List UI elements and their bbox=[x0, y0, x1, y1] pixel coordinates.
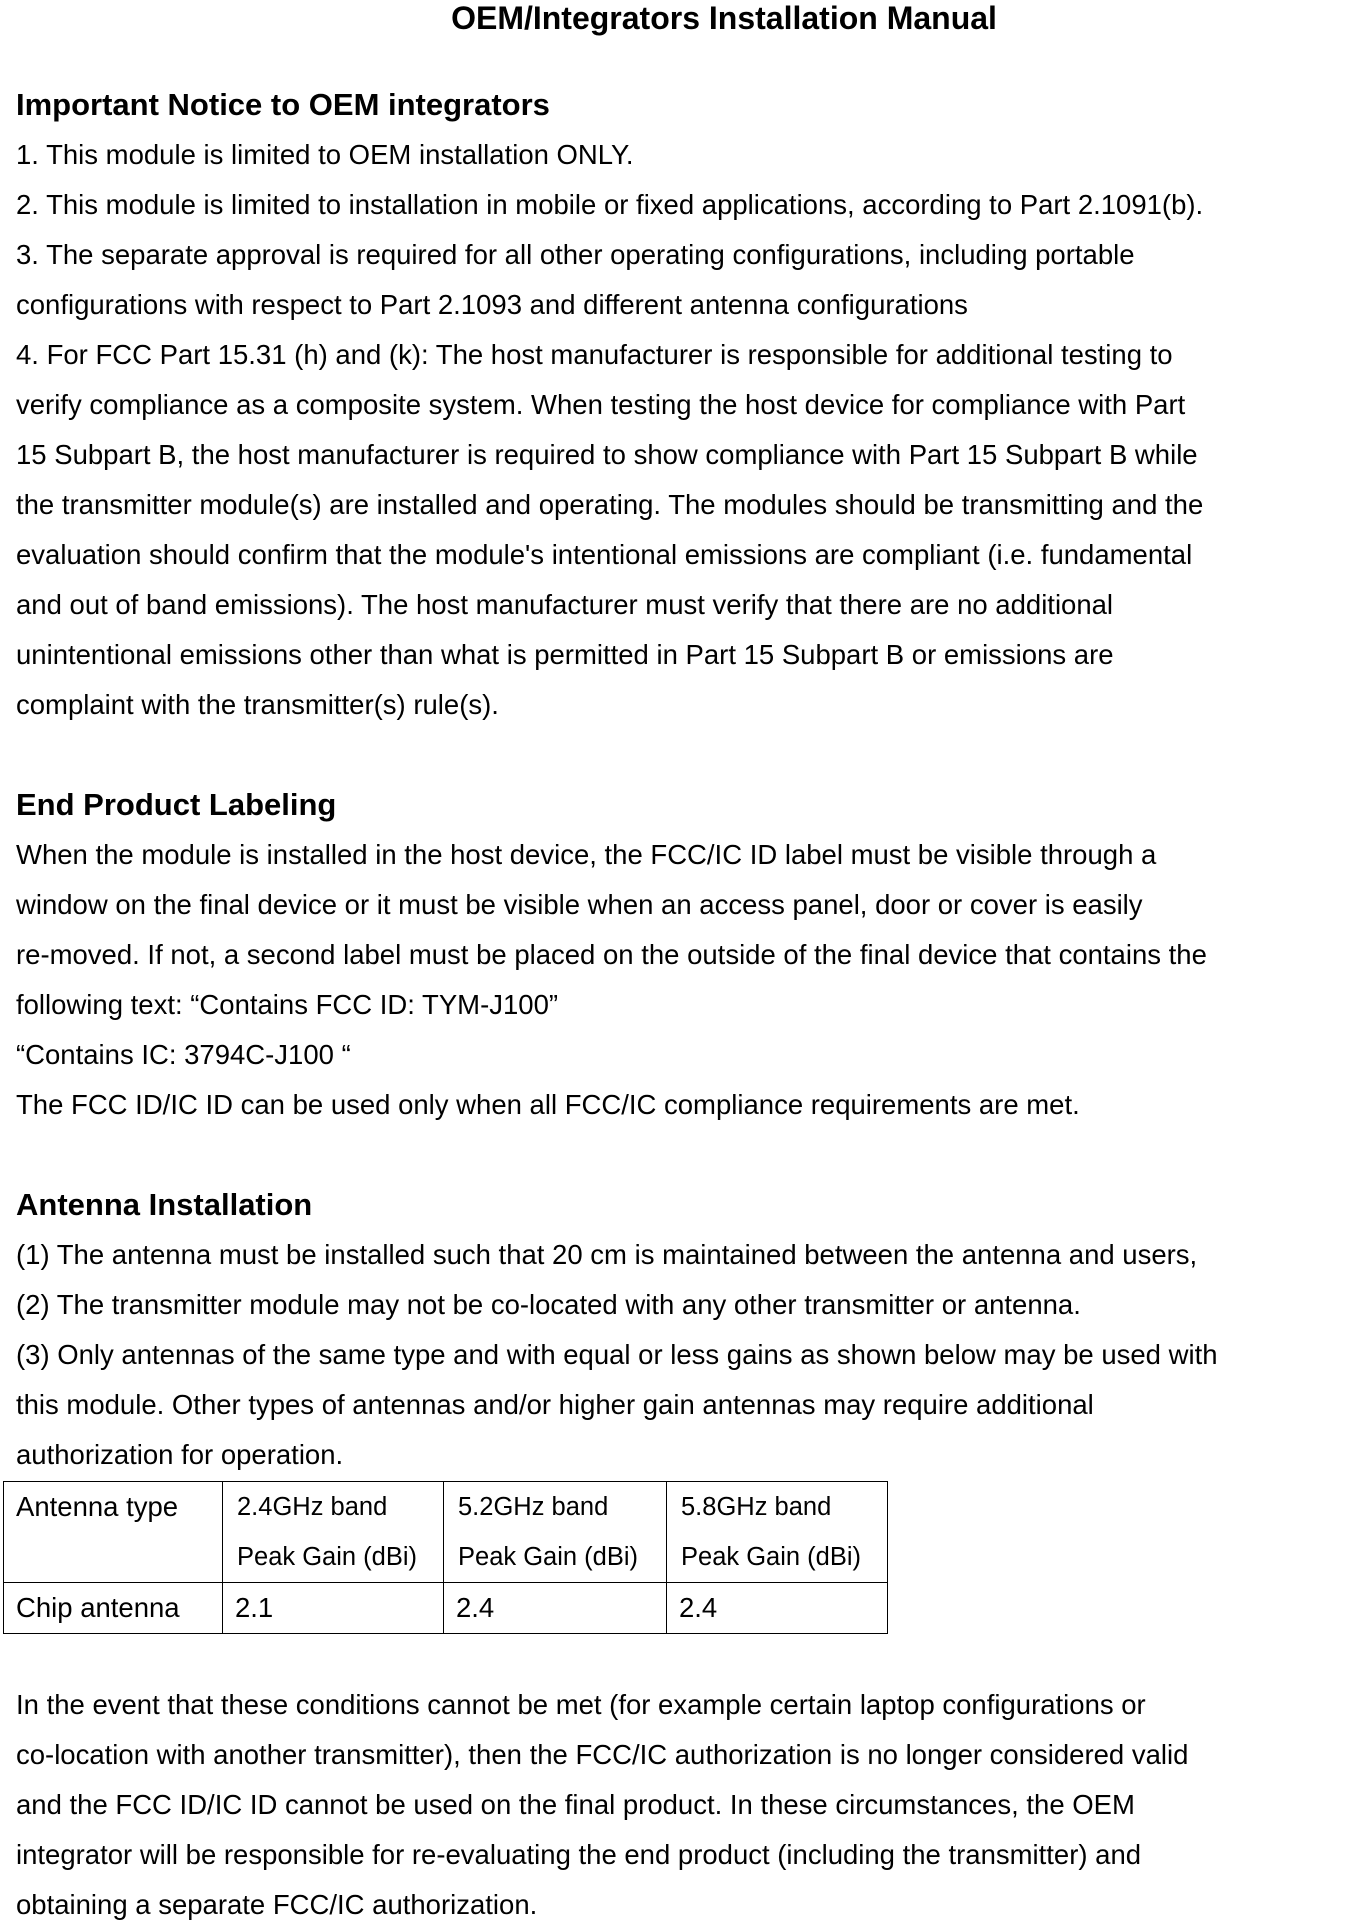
notice-line: configurations with respect to Part 2.1093 and different antenna configurations bbox=[16, 289, 968, 320]
notice-line: unintentional emissions other than what is permitted in Part 15 Subpart B or emissions are bbox=[16, 639, 1114, 670]
table-header-row bbox=[4, 1482, 888, 1583]
notice-line: 4. For FCC Part 15.31 (h) and (k): The host manufacturer is responsible for additional testing to bbox=[16, 339, 1173, 370]
antenna-type-header: Antenna type bbox=[16, 1491, 179, 1522]
notice-section bbox=[16, 80, 1346, 730]
antenna-line: this module. Other types of antennas and/or higher gain antennas may require additional bbox=[16, 1389, 1094, 1420]
notice-line: and out of band emissions). The host manufacturer must verify that there are no additional bbox=[16, 589, 1114, 620]
labeling-line: When the module is installed in the host device, the FCC/IC ID label must be visible through a bbox=[16, 839, 1157, 870]
gain-unit-label: Peak Gain (dBi) bbox=[237, 1543, 417, 1571]
table-header-cell bbox=[667, 1482, 888, 1583]
notice-heading: Important Notice to OEM integrators bbox=[16, 87, 550, 122]
antenna-heading: Antenna Installation bbox=[16, 1187, 313, 1222]
labeling-heading: End Product Labeling bbox=[16, 787, 337, 822]
labeling-line: following text: “Contains FCC ID: TYM-J100” bbox=[16, 989, 559, 1020]
table-row bbox=[4, 1583, 888, 1634]
labeling-line: re-moved. If not, a second label must be placed on the outside of the final device that contains the bbox=[16, 939, 1207, 970]
antenna-section bbox=[16, 1180, 1346, 1480]
notice-line: complaint with the transmitter(s) rule(s). bbox=[16, 689, 499, 720]
band-label: 5.2GHz band bbox=[458, 1493, 609, 1521]
antenna-line: (2) The transmitter module may not be co-located with any other transmitter or antenna. bbox=[16, 1289, 1081, 1320]
notice-line: evaluation should confirm that the module's intentional emissions are compliant (i.e. fundamental bbox=[16, 539, 1193, 570]
labeling-line: “Contains IC: 3794C-J100 “ bbox=[16, 1039, 351, 1070]
notice-line: the transmitter module(s) are installed and operating. The modules should be transmitting and the bbox=[16, 489, 1204, 520]
notice-line: 15 Subpart B, the host manufacturer is required to show compliance with Part 15 Subpart B while bbox=[16, 439, 1198, 470]
labeling-section bbox=[16, 780, 1346, 1130]
labeling-line: The FCC ID/IC ID can be used only when all FCC/IC compliance requirements are met. bbox=[16, 1089, 1080, 1120]
closing-line: and the FCC ID/IC ID cannot be used on the final product. In these circumstances, the OEM bbox=[16, 1789, 1135, 1820]
notice-line: verify compliance as a composite system. When testing the host device for compliance with Part bbox=[16, 389, 1186, 420]
closing-line: In the event that these conditions cannot be met (for example certain laptop configurations or bbox=[16, 1689, 1146, 1720]
antenna-type-cell: Chip antenna bbox=[4, 1583, 223, 1634]
band-label: 5.8GHz band bbox=[681, 1493, 832, 1521]
gain-unit-label: Peak Gain (dBi) bbox=[681, 1543, 861, 1571]
gain-cell: 2.4 bbox=[444, 1583, 667, 1634]
antenna-line: authorization for operation. bbox=[16, 1439, 344, 1470]
antenna-gain-table bbox=[3, 1481, 888, 1634]
band-label: 2.4GHz band bbox=[237, 1493, 388, 1521]
document-title: OEM/Integrators Installation Manual bbox=[451, 0, 997, 36]
gain-cell: 2.4 bbox=[667, 1583, 888, 1634]
closing-line: integrator will be responsible for re-evaluating the end product (including the transmitter) and bbox=[16, 1839, 1142, 1870]
labeling-line: window on the final device or it must be visible when an access panel, door or cover is easily bbox=[16, 889, 1143, 920]
notice-line: 1. This module is limited to OEM installation ONLY. bbox=[16, 139, 634, 170]
table-header-cell bbox=[4, 1482, 223, 1583]
table-header-cell bbox=[223, 1482, 444, 1583]
notice-line: 3. The separate approval is required for all other operating configurations, including portable bbox=[16, 239, 1135, 270]
closing-line: co-location with another transmitter), then the FCC/IC authorization is no longer considered valid bbox=[16, 1739, 1189, 1770]
table-header-cell bbox=[444, 1482, 667, 1583]
notice-line: 2. This module is limited to installation in mobile or fixed applications, according to Part 2.1091(b). bbox=[16, 189, 1204, 220]
closing-section bbox=[16, 1680, 1346, 1930]
gain-cell: 2.1 bbox=[223, 1583, 444, 1634]
gain-unit-label: Peak Gain (dBi) bbox=[458, 1543, 638, 1571]
antenna-line: (3) Only antennas of the same type and with equal or less gains as shown below may be used with bbox=[16, 1339, 1218, 1370]
antenna-line: (1) The antenna must be installed such that 20 cm is maintained between the antenna and users, bbox=[16, 1239, 1198, 1270]
closing-line: obtaining a separate FCC/IC authorization. bbox=[16, 1889, 538, 1920]
